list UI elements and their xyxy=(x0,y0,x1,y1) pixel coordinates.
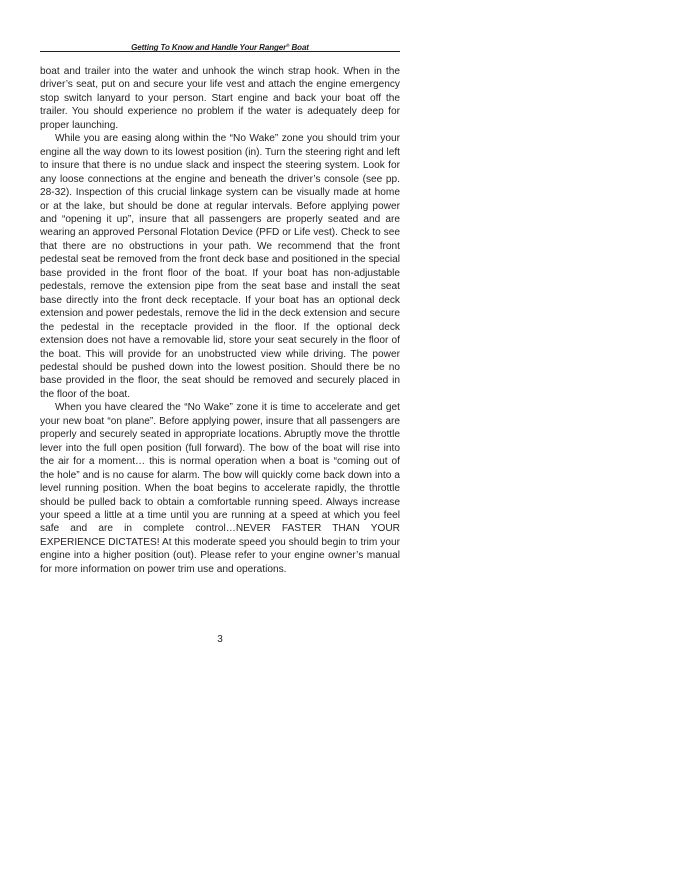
paragraph-launching: boat and trailer into the water and unhook the winch strap hook. When in the driver’s seat, put on and secure your life vest and attach the engine emergency stop switch lanyard to your person. Start engine and back your boat off the trailer. You should experience no problem if the water is adequately deep for proper launching. xyxy=(40,66,400,131)
running-header xyxy=(40,37,400,52)
page-number: 3 xyxy=(217,634,223,645)
header-title xyxy=(131,43,309,52)
paragraph-no-wake-zone: While you are easing along within the “No Wake” zone you should trim your engine all the way down to its lowest position (in). Turn the steering right and left to insure that there is no undue slack and inspect the steering system. Look for any loose connections at the engine and beneath the driver’s console (see pp. 28-32). Inspection of this crucial linkage system can be visually made at home or at the lake, but should be done at regular intervals. Before applying power and “opening it up”, insure that all passengers are properly seated and are wearing an approved Personal Flotation Device (PFD or Life vest). Check to see that there are no obstructions in your path. We recommend that the front pedestal seat be removed from the front deck base and positioned in the special base provided in the front floor of the boat. If your boat has non-adjustable pedestals, remove the extension pipe from the seat base and install the seat base directly into the front deck receptacle. If your boat has an optional deck extension and power pedestals, remove the lid in the deck extension and secure the pedestal in the receptacle provided in the floor. If the optional deck extension does not have a removable lid, store your seat securely in the floor of the boat. This will provide for an unobstructed view while driving. The power pedestal should be pushed down into the lowest position. Should there be no base provided in the floor, the seat should be removed and securely placed in the floor of the boat. xyxy=(40,133,400,400)
body-text xyxy=(40,65,400,576)
paragraph-getting-on-plane: When you have cleared the “No Wake” zone it is time to accelerate and get your new boat “on plane”. Before applying power, insure that all passengers are properly and securely seated in appropriate locations. Abruptly move the throttle lever into the full open position (full forward). The bow of the boat will rise into the air for a moment… this is normal operation when a boat is “coming out of the hole” and is no cause for alarm. The bow will quickly come back down into a level running position. When the boat begins to accelerate rapidly, the throttle should be pulled back to obtain a comfortable running speed. Always increase your speed a little at a time until you are running at a speed at which you feel safe and are in complete control…NEVER FASTER THAN YOUR EXPERIENCE DICTATES! At this moderate speed you should begin to trim your engine into a higher position (out). Please refer to your engine owner’s manual for more information on power trim use and operations. xyxy=(40,402,400,575)
header-title-text: Getting To Know and Handle Your Ranger xyxy=(131,43,287,52)
registered-mark: ® xyxy=(286,43,290,48)
header-title-suffix: Boat xyxy=(291,43,309,52)
